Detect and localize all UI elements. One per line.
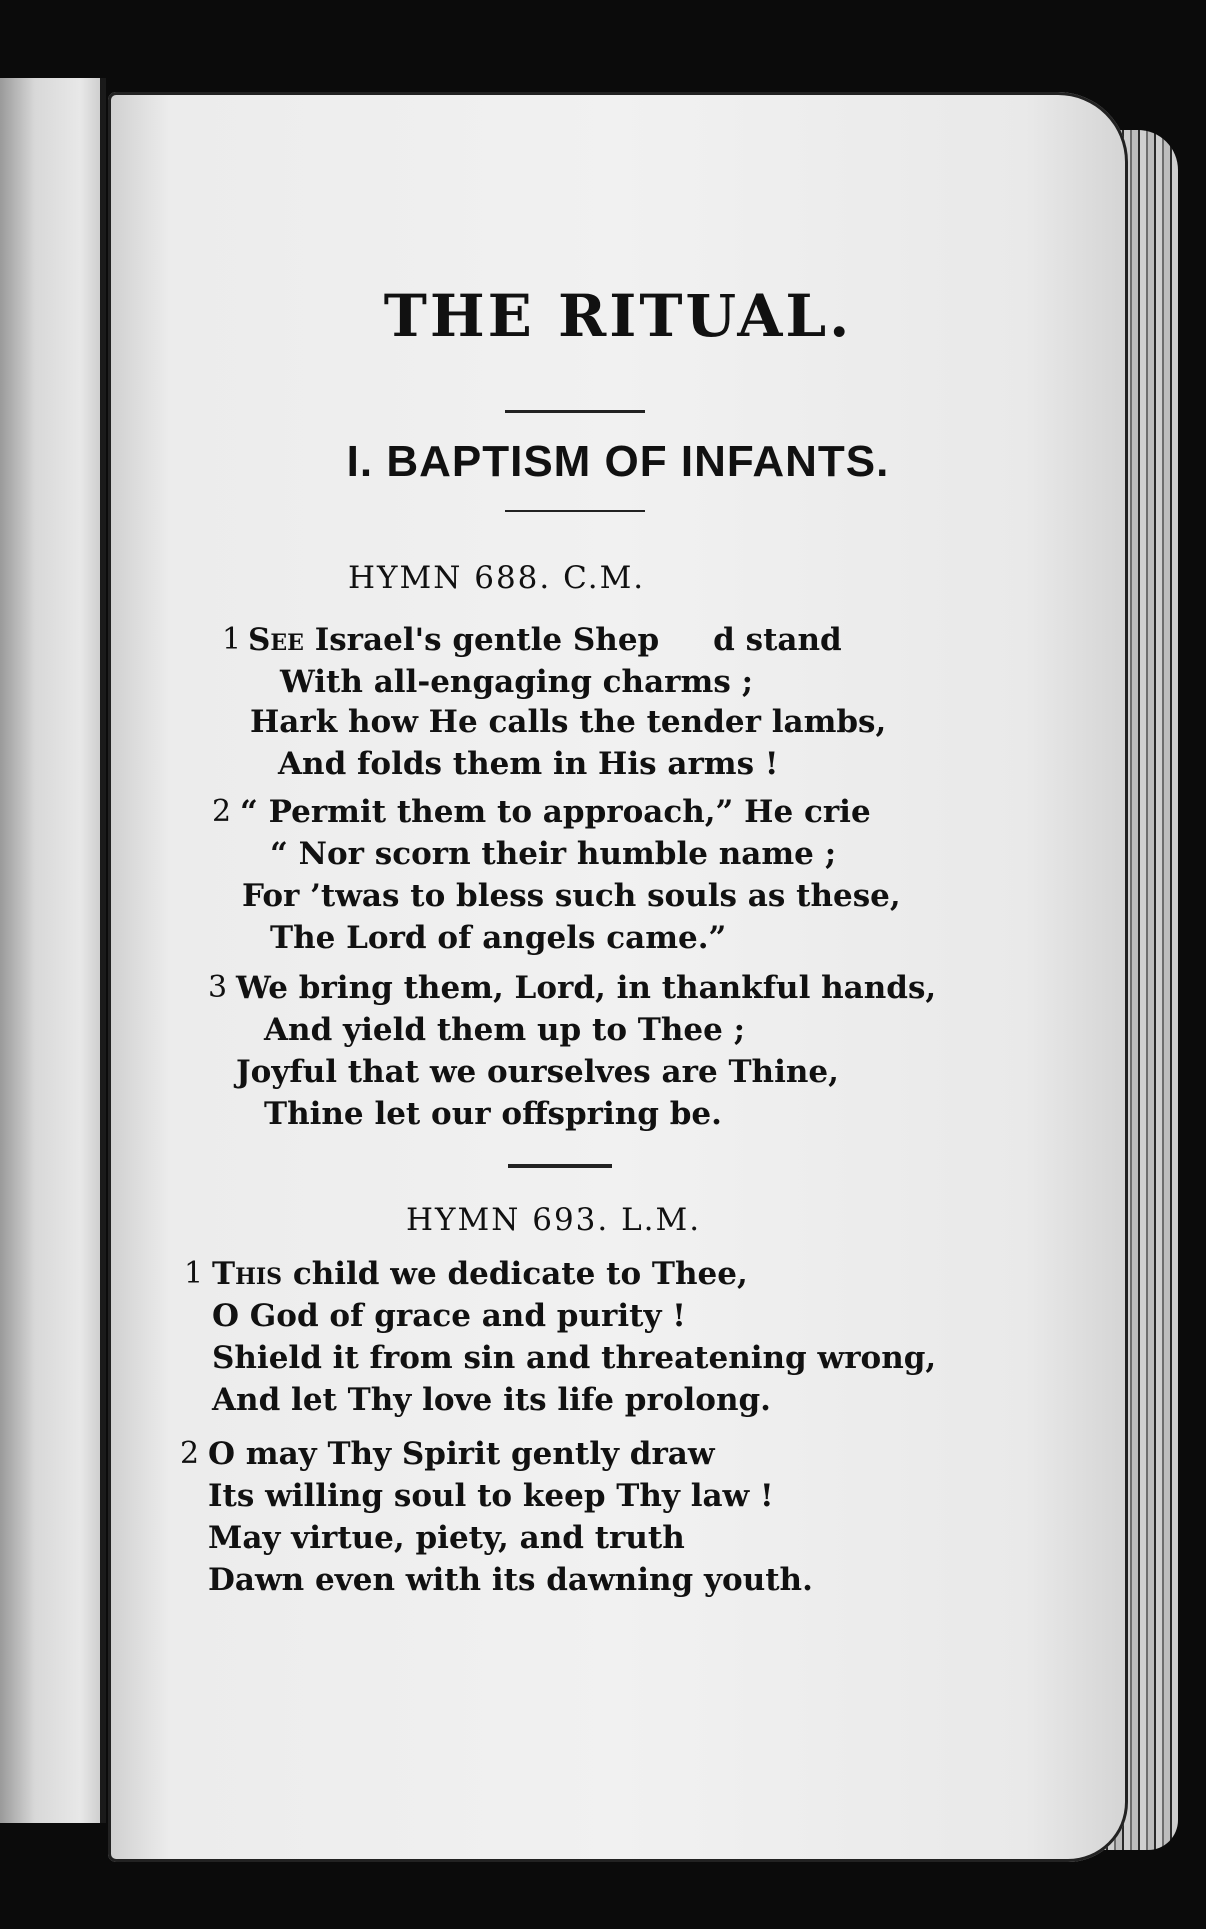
verse-line: And let Thy love its life prolong. bbox=[212, 1382, 771, 1418]
verse-number: 1 bbox=[184, 1256, 204, 1291]
section-title: I. BAPTISM OF INFANTS. bbox=[346, 437, 890, 486]
verse-line: Shield it from sin and threatening wrong, bbox=[212, 1340, 937, 1376]
verse-line: And folds them in His arms ! bbox=[278, 746, 779, 782]
hymn-heading: HYMN 693. L.M. bbox=[406, 1202, 702, 1238]
verse-line-text: Israel's gentle Shep d stand bbox=[303, 622, 842, 658]
verse-line: Dawn even with its dawning youth. bbox=[208, 1562, 813, 1598]
page-title: THE RITUAL. bbox=[383, 282, 853, 350]
verse-line: “ Nor scorn their humble name ; bbox=[270, 836, 837, 872]
verse-line-text: child we dedicate to Thee, bbox=[282, 1256, 748, 1292]
hymn-heading: HYMN 688. C.M. bbox=[348, 560, 646, 596]
verse-line: Thine let our offspring be. bbox=[264, 1096, 722, 1132]
verse-number: 3 bbox=[208, 970, 228, 1005]
verse-line: Its willing soul to keep Thy law ! bbox=[208, 1478, 774, 1514]
verse-number: 1 bbox=[222, 622, 242, 657]
verse-line: The Lord of angels came.” bbox=[270, 920, 727, 956]
verse-line bbox=[212, 1256, 748, 1292]
verse-number: 2 bbox=[180, 1436, 200, 1471]
verse-line: “ Permit them to approach,” He crie bbox=[240, 794, 871, 830]
hymn-divider bbox=[508, 1164, 612, 1168]
facing-page-edge bbox=[0, 78, 106, 1823]
verse-line: May virtue, piety, and truth bbox=[208, 1520, 685, 1556]
verse-line: Hark how He calls the tender lambs, bbox=[250, 704, 887, 740]
section-divider bbox=[505, 510, 645, 512]
verse-line: And yield them up to Thee ; bbox=[264, 1012, 746, 1048]
verse-line: We bring them, Lord, in thankful hands, bbox=[236, 970, 937, 1006]
verse-first-word: This bbox=[212, 1256, 283, 1292]
verse-line: O God of grace and purity ! bbox=[212, 1298, 686, 1334]
verse-line: Joyful that we ourselves are Thine, bbox=[236, 1054, 839, 1090]
title-divider bbox=[505, 410, 645, 413]
verse-line: For ’twas to bless such souls as these, bbox=[242, 878, 901, 914]
book-page bbox=[108, 92, 1128, 1862]
verse-first-word: See bbox=[248, 622, 304, 658]
verse-number: 2 bbox=[212, 794, 232, 829]
verse-line bbox=[248, 622, 842, 658]
verse-line: With all-engaging charms ; bbox=[280, 664, 754, 700]
verse-line: O may Thy Spirit gently draw bbox=[208, 1436, 715, 1472]
